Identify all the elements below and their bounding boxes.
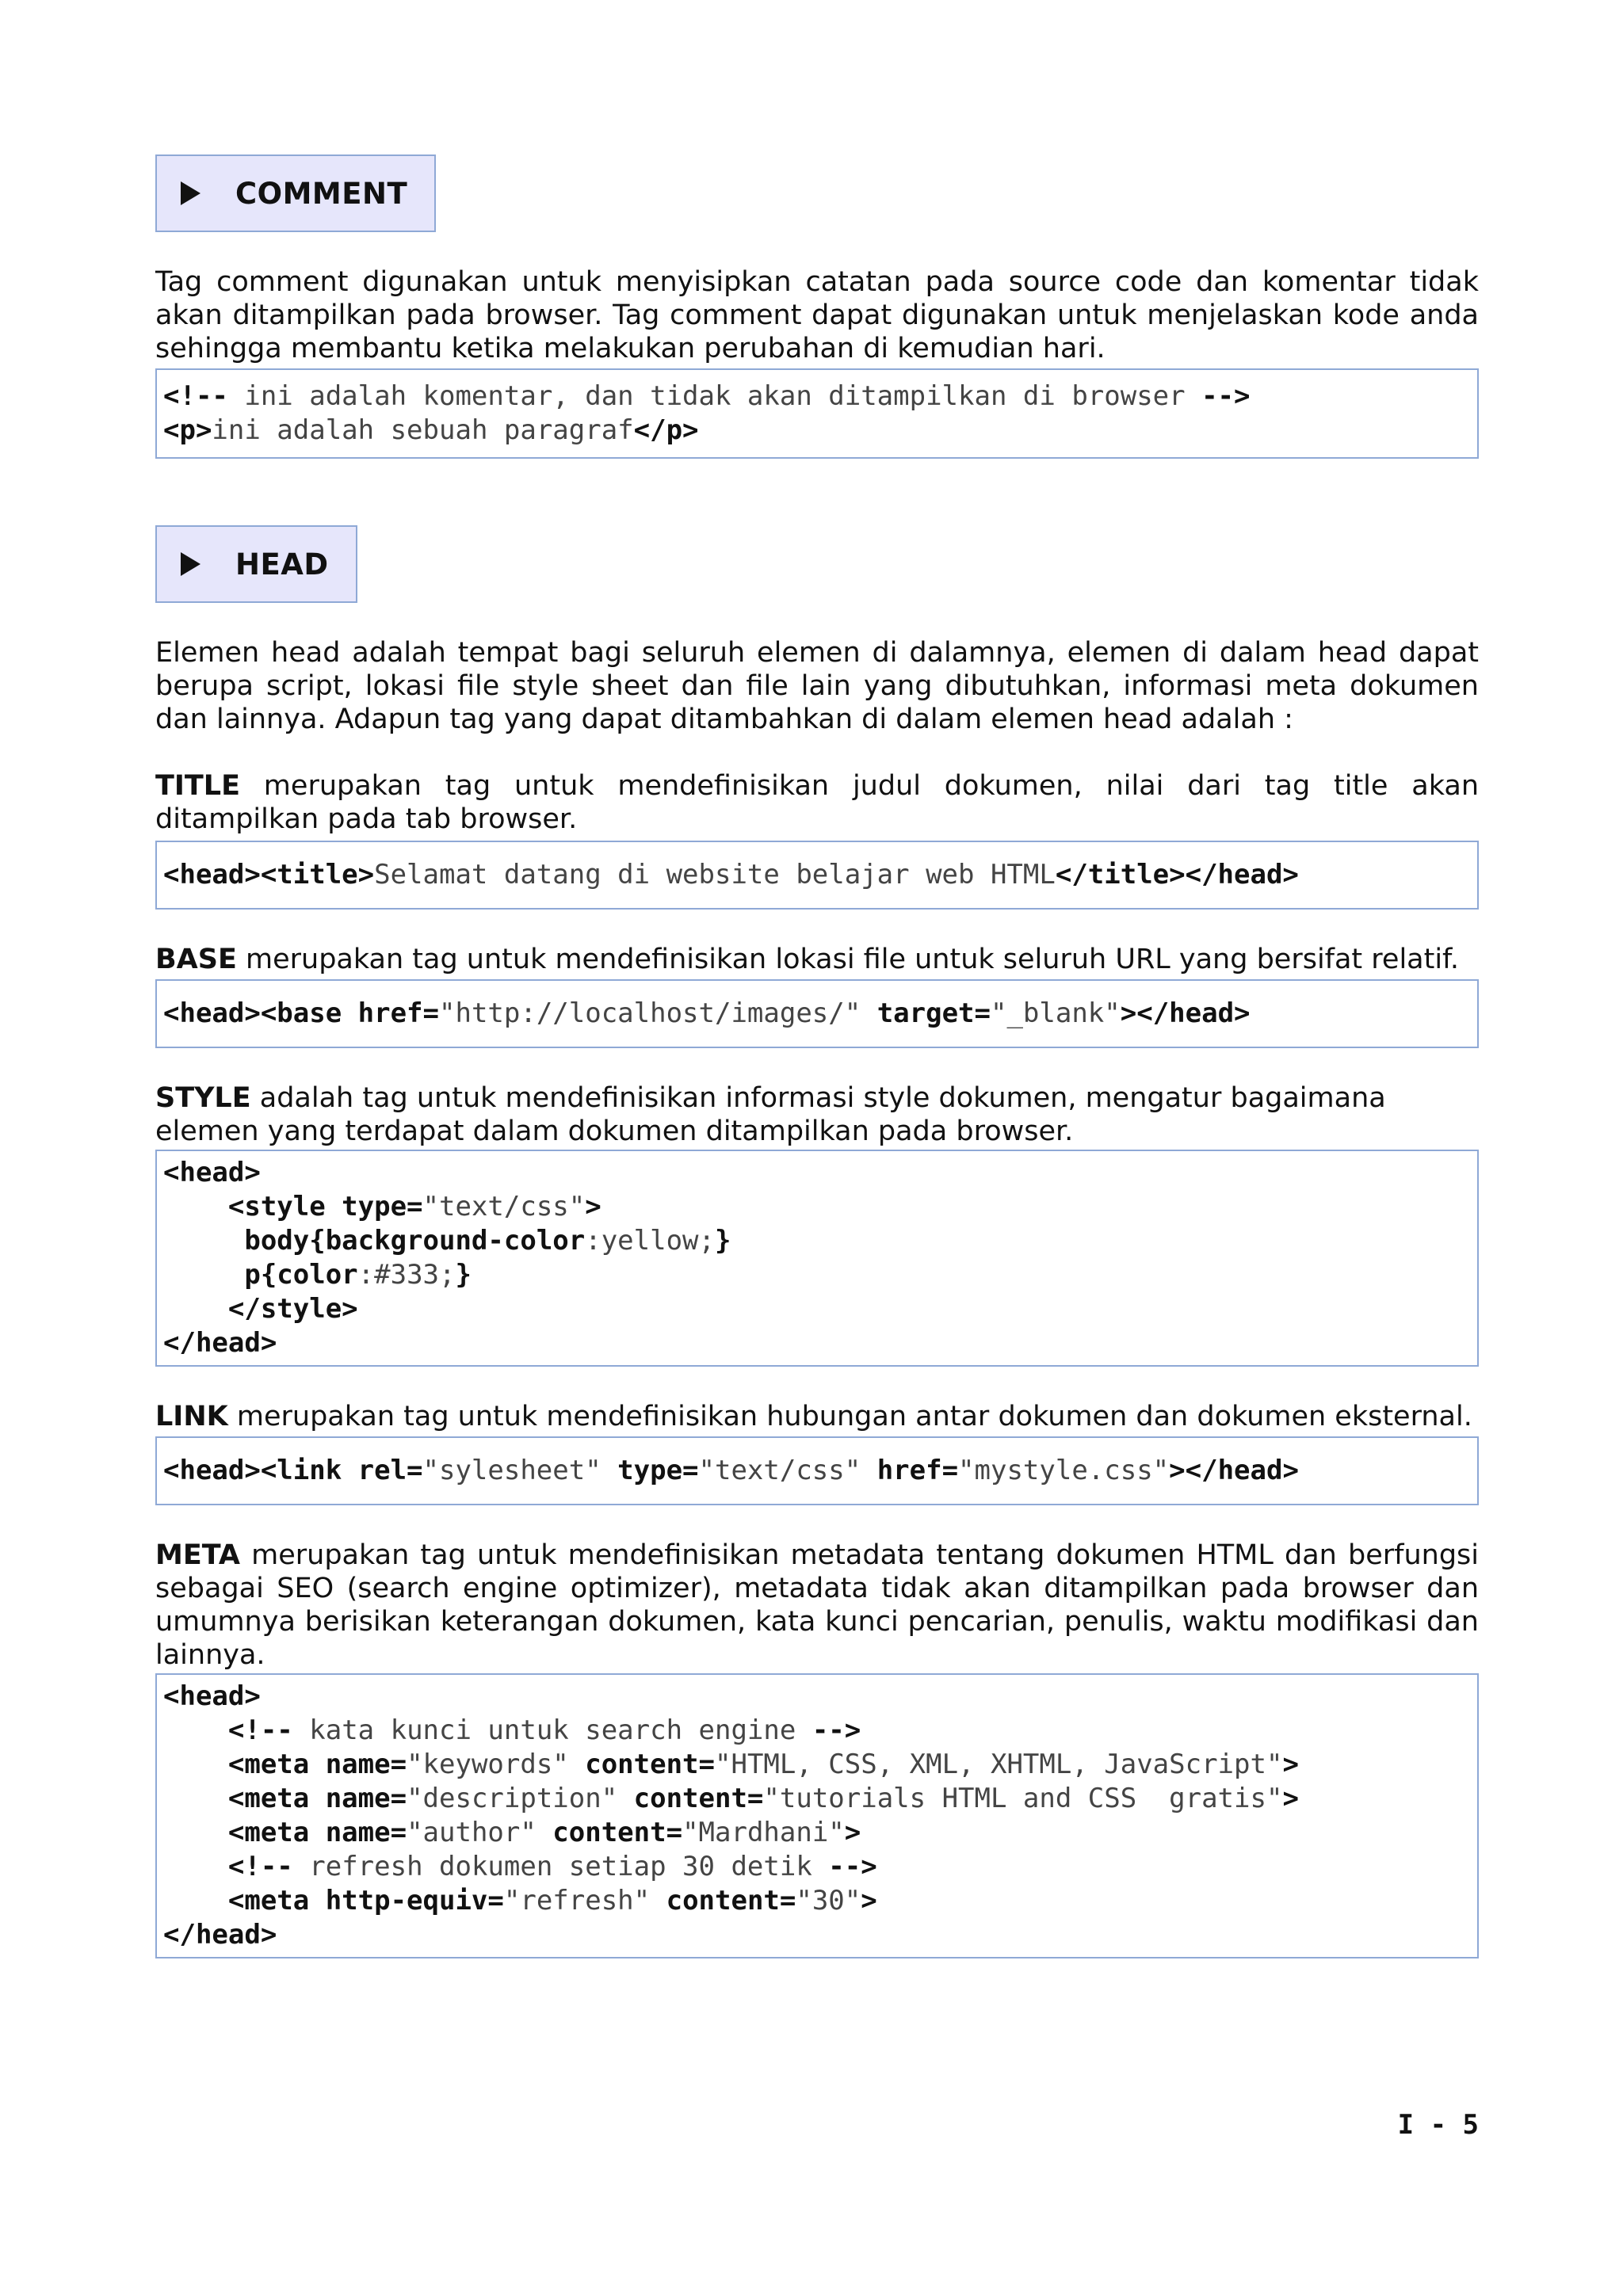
code-tag: <!--: [227, 1851, 293, 1882]
description-text: merupakan tag untuk mendefinisikan hubungan antar dokumen dan dokumen eksternal.: [227, 1401, 1472, 1432]
comment-description: Tag comment digunakan untuk menyisipkan catatan pada source code dan komentar tidak akan ditampilkan pada browser. Tag comment dapat digunakan untuk menjelaskan kode anda sehingga membantu ketika melakukan perubahan di kemudian hari.: [155, 266, 1479, 364]
code-tag: </head>: [163, 1919, 277, 1951]
page-number: I - 5: [1397, 2109, 1479, 2141]
keyword: LINK: [155, 1401, 228, 1432]
description-text: merupakan tag untuk mendefinisikan judul dokumen, nilai dari tag title akan ditampilkan pada tab browser.: [155, 770, 1479, 835]
triangle-right-icon: [181, 552, 200, 576]
code-tag: ></head>: [1120, 997, 1251, 1029]
code-block-style: <head> <style type="text/css"> body{background-color:yellow;} p{color:#333;} </style> </head>: [155, 1150, 1479, 1367]
code-tag: content=: [585, 1749, 715, 1780]
code-block-base: <head><base href="http://localhost/images/" target="_blank"></head>: [155, 979, 1479, 1048]
section-header-head: [155, 525, 357, 603]
code-tag: <!--: [163, 380, 228, 412]
code-tag: target=: [876, 997, 991, 1029]
code-tag: href=: [876, 1455, 959, 1486]
description-text: adalah tag untuk mendefinisikan informasi style dokumen, mengatur bagaimana elemen yang terdapat dalam dokumen ditampilkan pada browser.: [155, 1082, 1386, 1147]
code-tag: <meta http-equiv=: [227, 1885, 504, 1917]
code-tag: >: [1282, 1749, 1299, 1780]
code-tag: <head>: [163, 1157, 261, 1188]
code-tag: >: [1282, 1783, 1299, 1814]
code-tag: body{background-color: [244, 1225, 586, 1257]
code-tag: content=: [552, 1817, 683, 1848]
subsection-base-description: [155, 943, 1479, 976]
code-tag: >: [585, 1191, 601, 1222]
triangle-right-icon: [181, 181, 200, 205]
code-tag: ></head>: [1169, 1455, 1299, 1486]
head-description: Elemen head adalah tempat bagi seluruh elemen di dalamnya, elemen di dalam head dapat berupa script, lokasi file style sheet dan file lain yang dibutuhkan, informasi meta dokumen dan lainnya. Adapun tag yang dapat ditambahkan di dalam elemen head adalah :: [155, 637, 1479, 735]
section-title: HEAD: [235, 547, 329, 582]
subsection-link-description: [155, 1400, 1479, 1433]
document-page: [155, 154, 1479, 1958]
code-tag: content=: [633, 1783, 764, 1814]
subsection-meta-description: [155, 1539, 1479, 1672]
subsection-style-description: [155, 1081, 1479, 1148]
description-text: merupakan tag untuk mendefinisikan lokasi file untuk seluruh URL yang bersifat relatif.: [236, 944, 1459, 975]
code-tag: p{color: [244, 1259, 358, 1291]
keyword: BASE: [155, 944, 237, 975]
code-tag: -->: [812, 1714, 861, 1746]
code-tag: <p>: [163, 414, 212, 446]
code-tag: <head><title>: [163, 859, 375, 891]
code-block-comment: <!-- ini adalah komentar, dan tidak akan ditampilkan di browser --> <p>ini adalah sebuah paragraf</p>: [155, 368, 1479, 459]
code-tag: </head>: [163, 1327, 277, 1359]
code-tag: <meta name=: [227, 1783, 407, 1814]
code-tag: content=: [666, 1885, 796, 1917]
keyword: TITLE: [155, 770, 240, 802]
code-tag: >: [844, 1817, 861, 1848]
code-tag: -->: [1201, 380, 1251, 412]
code-tag: </p>: [633, 414, 699, 446]
code-tag: <head>: [163, 1680, 261, 1712]
code-block-meta: <head> <!-- kata kunci untuk search engine --> <meta name="keywords" content="HTML, CSS, XML, XHTML, JavaScript"> <meta name="description" content="tutorials HTML and CSS gratis"> <meta name="author" content="Mardhani"> <!-- refresh dokumen setiap 30 detik --> <meta http-equiv="refresh" content="30"> </head>: [155, 1673, 1479, 1958]
code-tag: -->: [828, 1851, 877, 1882]
code-tag: type=: [617, 1455, 699, 1486]
section-header-comment: [155, 154, 436, 232]
code-tag: </title></head>: [1055, 859, 1299, 891]
keyword: META: [155, 1539, 240, 1571]
code-tag: >: [861, 1885, 877, 1917]
code-tag: <head><base href=: [163, 997, 439, 1029]
code-block-title: <head><title>Selamat datang di website belajar web HTML</title></head>: [155, 841, 1479, 910]
code-tag: <head><link rel=: [163, 1455, 423, 1486]
subsection-title-description: [155, 769, 1479, 836]
code-block-link: <head><link rel="sylesheet" type="text/css" href="mystyle.css"></head>: [155, 1436, 1479, 1505]
code-tag: <style type=: [227, 1191, 423, 1222]
description-text: merupakan tag untuk mendefinisikan metadata tentang dokumen HTML dan berfungsi sebagai SEO (search engine optimizer), metadata tidak akan ditampilkan pada browser dan umumnya berisikan keterangan dokumen, kata kunci pencarian, penulis, waktu modifikasi dan lainnya.: [155, 1539, 1479, 1671]
code-tag: <meta name=: [227, 1749, 407, 1780]
code-tag: }: [715, 1225, 731, 1257]
keyword: STYLE: [155, 1082, 251, 1114]
code-tag: </style>: [227, 1293, 358, 1325]
section-title: COMMENT: [235, 176, 408, 211]
code-tag: }: [455, 1259, 472, 1291]
code-tag: <meta name=: [227, 1817, 407, 1848]
code-tag: <!--: [227, 1714, 293, 1746]
